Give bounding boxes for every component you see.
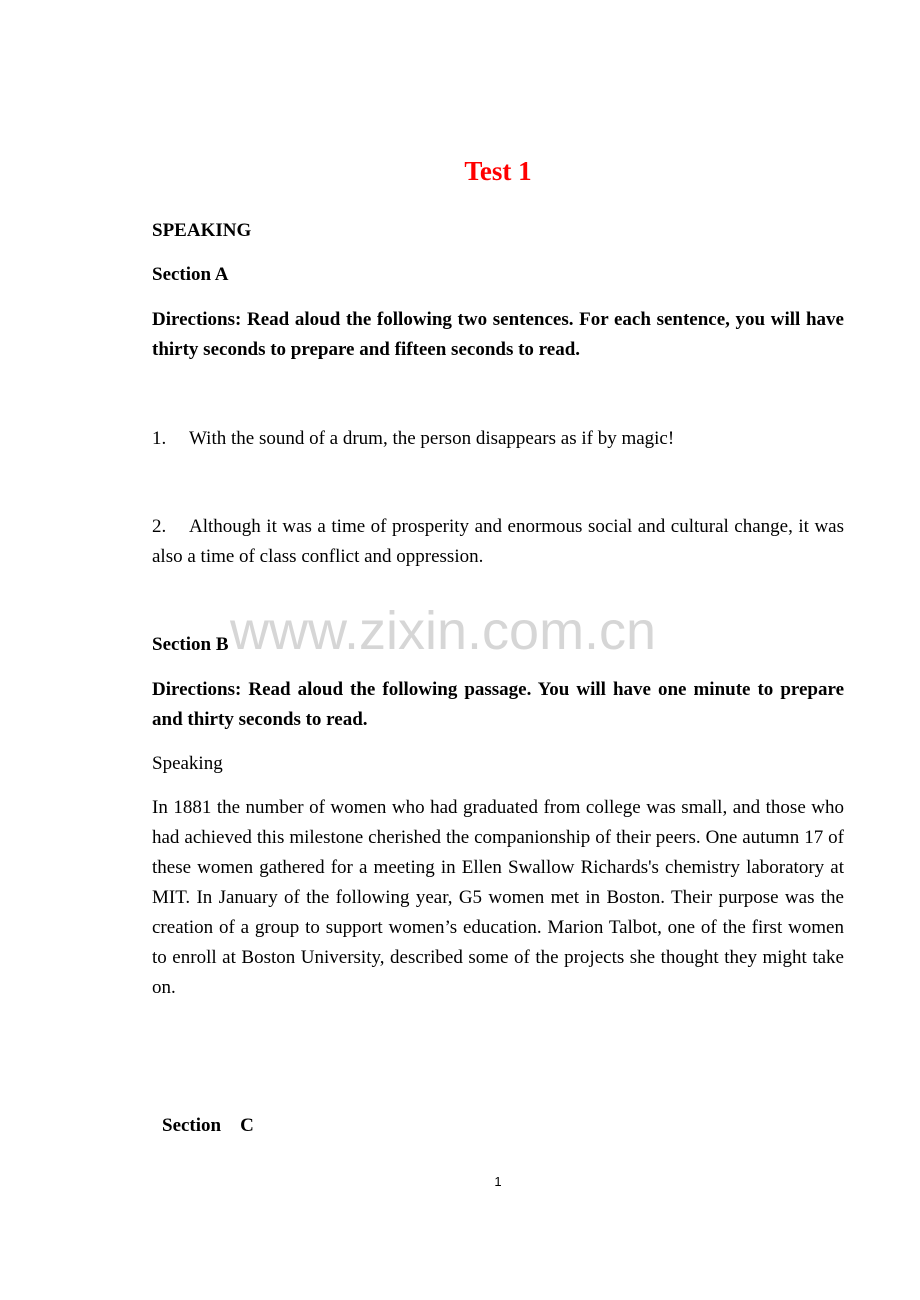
sentence-item-1 — [152, 424, 844, 454]
item-number: 1. — [152, 428, 167, 449]
section-b-heading: Section B — [152, 634, 229, 655]
sentence-item-2 — [152, 512, 844, 572]
page-number: 1 — [494, 1174, 502, 1189]
section-a-heading: Section A — [152, 264, 229, 285]
section-a-directions: Directions: Read aloud the following two sentences. For each sentence, you will have thirty seconds to prepare and fifteen seconds to read. — [152, 309, 844, 360]
item-text: With the sound of a drum, the person disappears as if by magic! — [189, 428, 675, 449]
item-number: 2. — [152, 516, 167, 537]
section-c-heading: Section C — [162, 1115, 254, 1136]
watermark: www.zixin.com.cn — [230, 601, 657, 661]
speaking-heading: SPEAKING — [152, 220, 252, 241]
section-b-directions: Directions: Read aloud the following passage. You will have one minute to prepare and thirty seconds to read. — [152, 679, 844, 730]
passage-text: In 1881 the number of women who had graduated from college was small, and those who had achieved this milestone cherished the companionship of their peers. One autumn 17 of these women gathered for a meeting in Ellen Swallow Richards's chemistry laboratory at MIT. In January of the following year, G5 women met in Boston. Their purpose was the creation of a group to support women’s education. Marion Talbot, one of the first women to enroll at Boston University, described some of the projects she thought they might take on. — [152, 797, 844, 998]
passage-title: Speaking — [152, 753, 223, 774]
page-title: Test 1 — [464, 156, 532, 186]
item-text: Although it was a time of prosperity and enormous social and cultural change, it was also a time of class conflict and oppression. — [152, 516, 844, 567]
